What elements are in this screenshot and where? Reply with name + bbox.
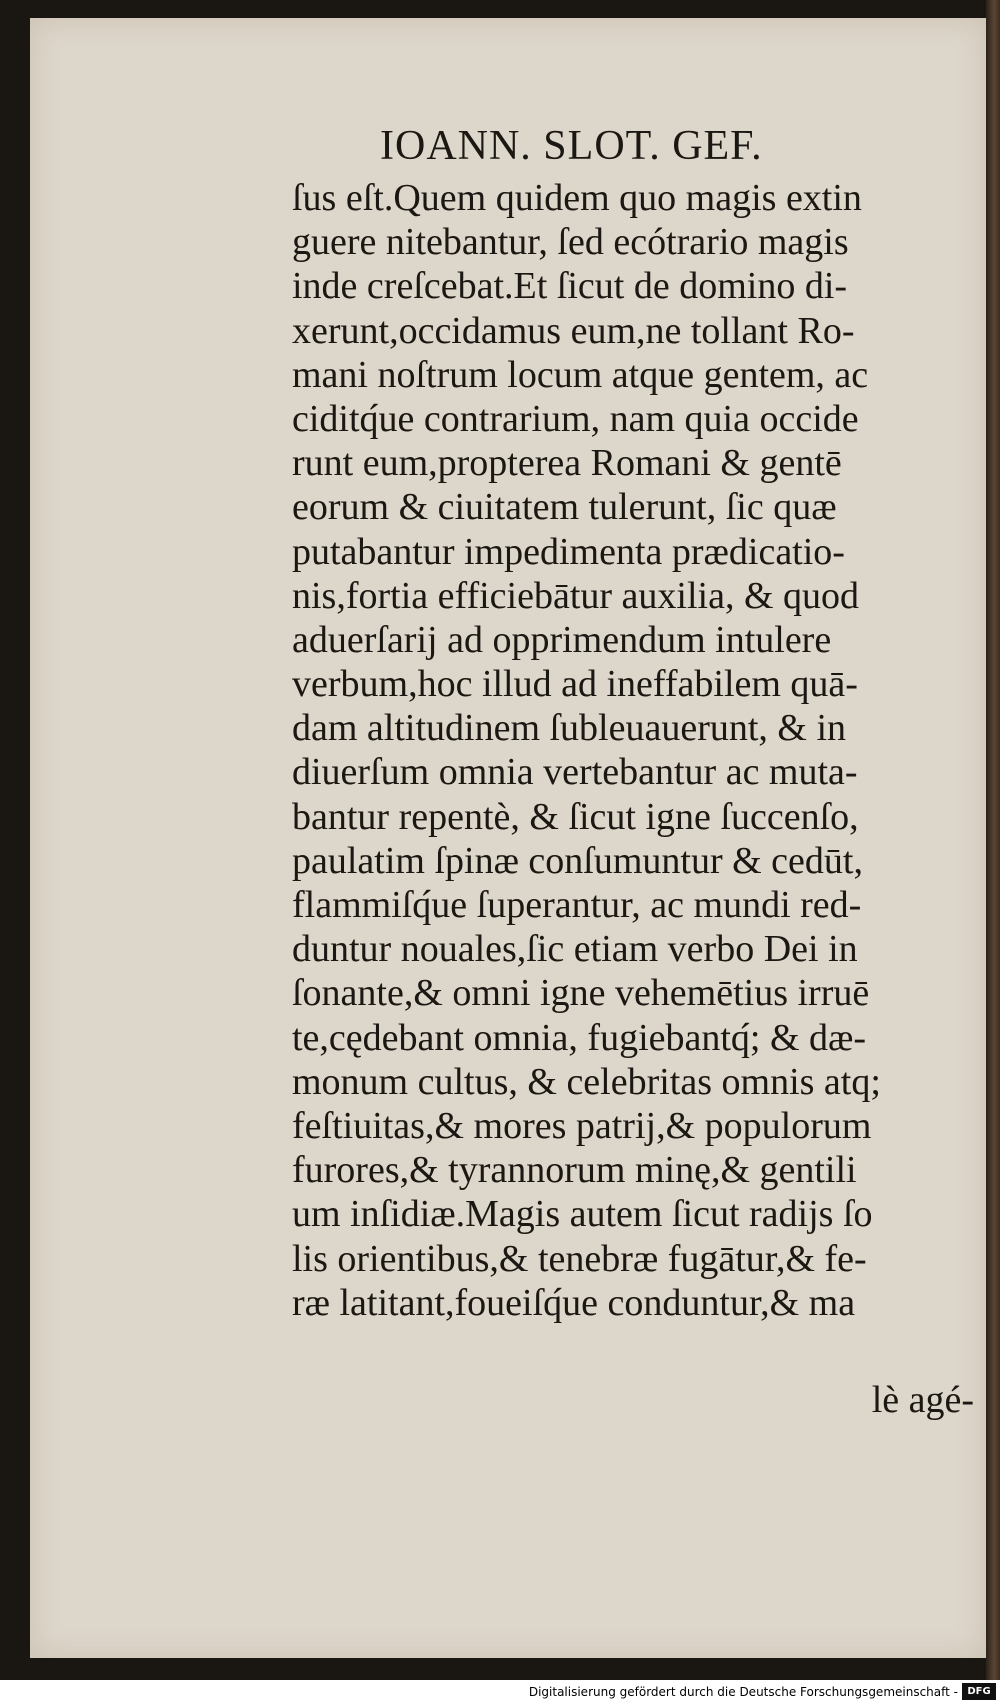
text-line-12: verbum,hoc illud ad ineffabilem quā- <box>292 663 858 706</box>
funding-credit: Digitalisierung gefördert durch die Deutsche Forschungsgemeinschaft - <box>528 1685 958 1699</box>
text-line-16: paulatim ſpinæ conſumuntur & cedūt, <box>292 839 863 882</box>
book-edge <box>986 0 1000 1680</box>
text-line-1: ſus eſt.Quem quidem quo magis extin <box>292 177 862 219</box>
text-line-10: nis,fortia efficiebātur auxilia, & quod <box>292 574 860 617</box>
text-line-7: runt eum,propterea Romani & gentē <box>292 442 842 485</box>
digitization-footer <box>0 1680 1000 1704</box>
text-line-13: dam altitudinem ſubleuauerunt, & in <box>292 707 847 750</box>
text-line-9: putabantur impedimenta prædicatio- <box>292 530 845 573</box>
text-line-25: lis orientibus,& tenebræ fugātur,& fe- <box>292 1237 867 1280</box>
text-line-20: te,cędebant omnia, fugiebantq́; & dæ- <box>292 1016 867 1059</box>
running-head: IOANN. SLOT. GEF. <box>380 123 763 169</box>
text-line-17: flammiſq́ue ſuperantur, ac mundi red- <box>292 884 862 926</box>
text-line-6: ciditq́ue contrarium, nam quia occide <box>292 397 859 440</box>
text-line-14: diuerſum omnia vertebantur ac muta- <box>292 751 858 794</box>
text-line-3: inde creſcebat.Et ſicut de domino di- <box>292 265 848 308</box>
text-line-23: furores,& tyrannorum minę,& gentili <box>292 1149 857 1192</box>
text-line-24: um inſidiæ.Magis autem ſicut radijs ſo <box>292 1193 873 1236</box>
text-line-2: guere nitebantur, ſed ecótrario magis <box>292 221 849 264</box>
text-line-5: mani noſtrum locum atque gentem, ac <box>292 353 869 396</box>
text-line-22: feſtiuitas,& mores patrij,& populorum <box>292 1104 872 1147</box>
text-line-18: duntur nouales,ſic etiam verbo Dei in <box>292 928 858 971</box>
catchword: lè agé- <box>871 1379 974 1421</box>
text-line-11: aduerſarij ad opprimendum intulere <box>292 618 832 661</box>
text-line-21: monum cultus, & celebritas omnis atq; <box>292 1060 881 1103</box>
body-text <box>292 176 982 1325</box>
text-line-15: bantur repentè, & ſicut igne ſuccenſo, <box>292 795 859 838</box>
text-line-8: eorum & ciuitatem tulerunt, ſic quæ <box>292 486 837 529</box>
text-line-4: xerunt,occidamus eum,ne tollant Ro- <box>292 309 855 352</box>
dfg-logo: DFG <box>962 1683 996 1700</box>
text-line-19: ſonante,& omni igne vehemētius irruē <box>292 972 870 1015</box>
text-line-26: ræ latitant,foueiſq́ue conduntur,& ma <box>292 1281 856 1324</box>
